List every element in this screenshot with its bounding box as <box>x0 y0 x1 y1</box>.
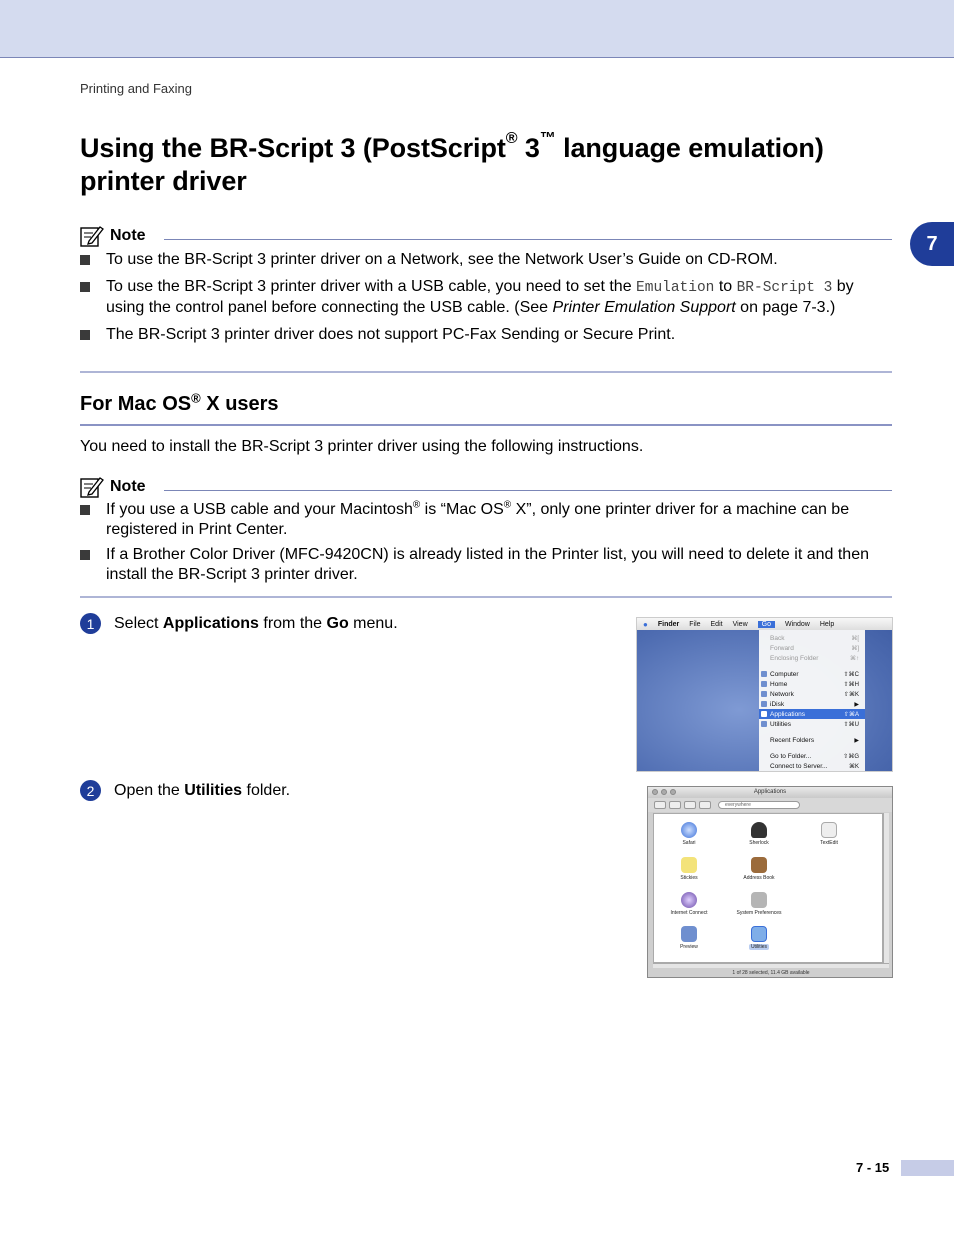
note-pencil-icon <box>80 475 104 499</box>
note-header-1 <box>80 224 892 248</box>
note-2-item-1: If you use a USB cable and your Macintosh® is “Mac OS® X”, only one printer driver for a machine can be registered in Print Center. <box>80 500 892 540</box>
applications-icon <box>761 711 767 717</box>
chapter-tab: 7 <box>910 222 954 266</box>
note-line-1 <box>164 239 892 240</box>
go-menu-screenshot <box>636 617 893 772</box>
action-icon <box>699 801 711 809</box>
step-1-text: Select Applications from the Go menu. <box>114 614 398 632</box>
note-pencil-icon <box>80 224 104 248</box>
back-forward-icon <box>654 801 666 809</box>
title-part3: language emulation) printer driver <box>80 133 824 196</box>
menubar-item: Help <box>819 620 835 628</box>
menu-item-applications: Applications ⇧⌘A <box>759 709 865 719</box>
menu-item-computer: Computer ⇧⌘C <box>759 669 865 679</box>
menu-item-network: Network ⇧⌘K <box>759 689 865 699</box>
address-book-icon <box>751 857 767 873</box>
sherlock-icon <box>751 822 767 838</box>
page-title <box>80 132 900 198</box>
footer-band <box>901 1160 954 1176</box>
safari-icon <box>681 822 697 838</box>
note-header-2 <box>80 475 892 499</box>
note-1-list <box>80 250 892 350</box>
step-2-text: Open the Utilities folder. <box>114 781 291 799</box>
note-1-item-2: To use the BR-Script 3 printer driver with a USB cable, you need to set the Emulation to BR-Script 3 by using the control panel before connecting the USB cable. (See Printer Emulation Support on page 7-3.) <box>80 277 892 318</box>
menu-item-go-to-folder: Go to Folder... ⇧⌘G <box>770 752 859 760</box>
menubar-item: View <box>732 620 748 628</box>
applications-grid <box>653 813 883 963</box>
menu-item-utilities: Utilities ⇧⌘U <box>759 719 865 729</box>
stickies-icon <box>681 857 697 873</box>
network-icon <box>761 691 767 697</box>
app-preview: Preview <box>654 926 724 950</box>
note-1-item-1: To use the BR-Script 3 printer driver on a Network, see the Network User’s Guide on CD-ROM. <box>80 250 892 270</box>
step-number-2: 2 <box>80 780 101 801</box>
menubar-item-go: Go <box>758 621 775 628</box>
note-2-end-rule <box>80 596 892 598</box>
preview-icon <box>681 926 697 942</box>
menubar-item: File <box>689 620 701 628</box>
view-icon <box>684 801 696 809</box>
app-sherlock: Sherlock <box>724 822 794 846</box>
title-part1: Using the BR-Script 3 (PostScript <box>80 133 506 163</box>
menubar-item: Window <box>784 620 810 628</box>
note-label-2: Note <box>110 478 146 495</box>
step-number-1: 1 <box>80 613 101 634</box>
app-address-book: Address Book <box>724 857 794 881</box>
window-titlebar <box>648 787 892 798</box>
home-icon <box>761 681 767 687</box>
menubar-item: Finder <box>657 620 680 628</box>
internet-connect-icon <box>681 892 697 908</box>
mac-menubar <box>637 618 893 630</box>
top-band <box>0 0 954 58</box>
close-icon <box>652 789 658 795</box>
menu-item-recent-folders: Recent Folders ▶ <box>770 736 859 744</box>
system-preferences-icon <box>751 892 767 908</box>
note-1-item-3: The BR-Script 3 printer driver does not support PC-Fax Sending or Secure Print. <box>80 325 892 345</box>
textedit-icon <box>821 822 837 838</box>
applications-window-screenshot <box>647 786 893 978</box>
app-internet-connect: Internet Connect <box>654 892 724 916</box>
note-2-list <box>80 500 892 590</box>
note-label-1: Note <box>110 227 146 244</box>
note-1-end-rule <box>80 371 892 373</box>
window-statusbar: 1 of 28 selected, 11.4 GB available <box>732 970 810 976</box>
go-menu-dropdown <box>759 630 865 772</box>
apple-icon: ● <box>643 619 648 629</box>
note-line-2 <box>164 490 892 491</box>
utilities-icon <box>761 721 767 727</box>
app-stickies: Stickies <box>654 857 724 881</box>
computer-icon <box>761 671 767 677</box>
utilities-folder-icon <box>751 926 767 942</box>
title-reg: ® <box>505 130 518 147</box>
step-2 <box>80 780 290 801</box>
intro-paragraph: You need to install the BR-Script 3 printer driver using the following instructions. <box>80 438 644 455</box>
title-part2: 3 <box>517 133 540 163</box>
app-safari: Safari <box>654 822 724 846</box>
zoom-icon <box>670 789 676 795</box>
app-system-preferences: System Preferences <box>724 892 794 916</box>
section-heading: For Mac OS® X users <box>80 390 279 415</box>
running-head: Printing and Faxing <box>80 81 193 96</box>
menu-item-enclosing-folder: Enclosing Folder ⌘↑ <box>770 654 859 662</box>
menu-item-forward: Forward ⌘] <box>770 644 859 652</box>
menu-item-home: Home ⇧⌘H <box>759 679 865 689</box>
step-1 <box>80 613 398 634</box>
note-2-item-2: If a Brother Color Driver (MFC-9420CN) is already listed in the Printer list, you will need to delete it and then install the BR-Script 3 printer driver. <box>80 545 892 585</box>
app-textedit: TextEdit <box>794 822 864 846</box>
window-toolbar <box>648 798 892 812</box>
app-utilities: Utilities <box>724 926 794 950</box>
view-icon <box>669 801 681 809</box>
idisk-icon <box>761 701 767 707</box>
window-title: Applications <box>753 789 787 795</box>
page-number: 7 - 15 <box>856 1160 890 1175</box>
menu-item-idisk: iDisk ▶ <box>759 699 865 709</box>
menu-item-connect-to-server: Connect to Server... ⌘K <box>770 762 859 770</box>
minimize-icon <box>661 789 667 795</box>
search-field: everywhere <box>718 801 800 809</box>
menubar-item: Edit <box>710 620 723 628</box>
section-rule <box>80 424 892 426</box>
vertical-scrollbar <box>883 813 889 963</box>
menu-item-back: Back ⌘[ <box>770 634 859 642</box>
title-tm: ™ <box>539 130 556 147</box>
window-buttons <box>652 789 676 795</box>
